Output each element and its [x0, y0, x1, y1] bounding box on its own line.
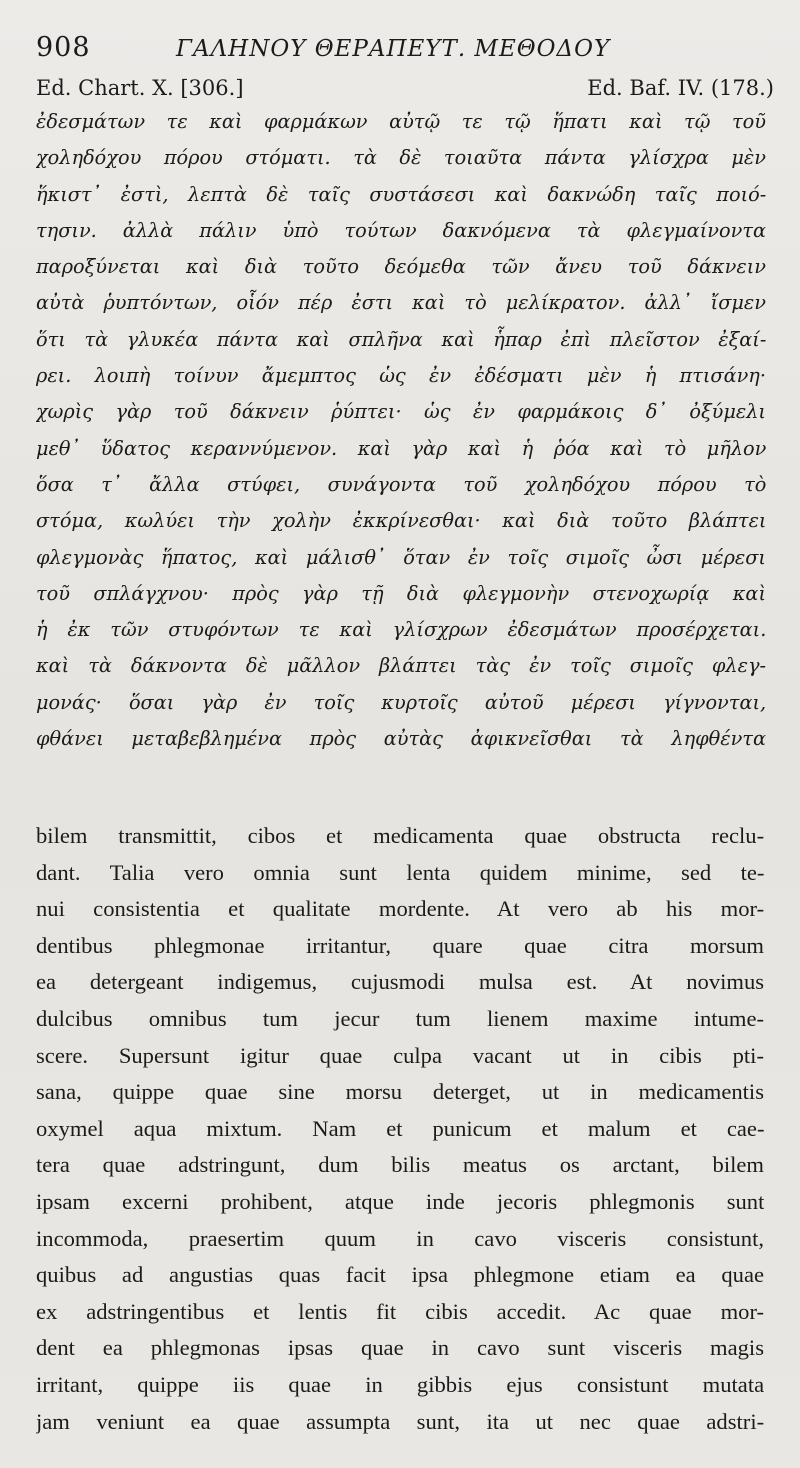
- greek-text-line: στόμα, κωλύει τὴν χολὴν ἐκκρίνεσθαι· καὶ διὰ τοῦτο βλάπτει: [36, 509, 766, 533]
- latin-text-line: nui consistentia et qualitate mordente. At vero ab his mor-: [36, 896, 764, 922]
- edition-references: [36, 76, 774, 106]
- latin-text-line: ea detergeant indigemus, cujusmodi mulsa est. At novimus: [36, 969, 764, 995]
- greek-text-line: τοῦ σπλάγχνου· πρὸς γὰρ τῇ διὰ φλεγμονὴν στενοχωρίᾳ καὶ: [36, 581, 766, 605]
- latin-text-line: dant. Talia vero omnia sunt lenta quidem minime, sed te-: [36, 859, 764, 885]
- greek-text-line: ρει. λοιπὴ τοίνυν ἄμεμπτος ὡς ἐν ἐδέσματι μὲν ἡ πτισάνη·: [36, 364, 766, 388]
- latin-text-block: [36, 818, 764, 1440]
- greek-text-line: παροξύνεται καὶ διὰ τοῦτο δεόμεθα τῶν ἄνευ τοῦ δάκνειν: [36, 255, 766, 279]
- latin-text-line: irritant, quippe iis quae in gibbis ejus consistunt mutata: [36, 1371, 764, 1397]
- greek-text-line: ἥκιστ᾽ ἐστὶ, λεπτὰ δὲ ταῖς συστάσεσι καὶ δακνώδη ταῖς ποιό-: [36, 182, 766, 206]
- greek-text-line: φθάνει μεταβεβλημένα πρὸς αὐτὰς ἀφικνεῖσθαι τὰ ληφθέντα: [36, 727, 766, 751]
- latin-text-line: scere. Supersunt igitur quae culpa vacant ut in cibis pti-: [36, 1042, 764, 1068]
- greek-text-line: μονάς· ὅσαι γὰρ ἐν τοῖς κυρτοῖς αὐτοῦ μέρεσι γίγνονται,: [36, 690, 766, 714]
- latin-text-line: tera quae adstringunt, dum bilis meatus os arctant, bilem: [36, 1152, 764, 1178]
- greek-text-line: χωρὶς γὰρ τοῦ δάκνειν ῥύπτει· ὡς ἐν φαρμάκοις δ᾽ ὀξύμελι: [36, 400, 766, 424]
- edition-chartier: Ed. Chart. X. [306.]: [36, 76, 244, 100]
- latin-text-line: dulcibus omnibus tum jecur tum lienem maxime intume-: [36, 1005, 764, 1031]
- latin-text-line: quibus ad angustias quas facit ipsa phlegmone etiam ea quae: [36, 1262, 764, 1288]
- page-header: [36, 32, 776, 66]
- page-number: 908: [36, 32, 91, 63]
- greek-text-line: τησιν. ἀλλὰ πάλιν ὑπὸ τούτων δακνόμενα τὰ φλεγμαίνοντα: [36, 218, 766, 242]
- greek-text-line: ὅσα τ᾽ ἄλλα στύφει, συνάγοντα τοῦ χοληδόχου πόρου τὸ: [36, 472, 766, 496]
- latin-text-line: oxymel aqua mixtum. Nam et punicum et malum et cae-: [36, 1115, 764, 1141]
- latin-text-line: dent ea phlegmonas ipsas quae in cavo sunt visceris magis: [36, 1335, 764, 1361]
- latin-text-line: ex adstringentibus et lentis fit cibis accedit. Ac quae mor-: [36, 1298, 764, 1324]
- greek-text-line: ἡ ἐκ τῶν στυφόντων τε καὶ γλίσχρων ἐδεσμάτων προσέρχεται.: [36, 618, 766, 642]
- greek-text-block: [36, 104, 766, 757]
- latin-text-line: sana, quippe quae sine morsu deterget, ut in medicamentis: [36, 1079, 764, 1105]
- running-title: ΓΑΛΗΝΟΥ ΘΕΡΑΠΕΥΤ. ΜΕΘΟΔΟΥ: [176, 36, 611, 62]
- greek-text-line: μεθ᾽ ὕδατος κεραννύμενον. καὶ γὰρ καὶ ἡ ῥόα καὶ τὸ μῆλον: [36, 436, 766, 460]
- greek-text-line: χοληδόχου πόρου στόματι. τὰ δὲ τοιαῦτα πάντα γλίσχρα μὲν: [36, 146, 766, 170]
- latin-text-line: jam veniunt ea quae assumpta sunt, ita ut nec quae adstri-: [36, 1408, 764, 1434]
- latin-text-line: incommoda, praesertim quum in cavo visceris consistunt,: [36, 1225, 764, 1251]
- latin-text-line: dentibus phlegmonae irritantur, quare quae citra morsum: [36, 932, 764, 958]
- greek-text-line: καὶ τὰ δάκνοντα δὲ μᾶλλον βλάπτει τὰς ἐν τοῖς σιμοῖς φλεγ-: [36, 654, 766, 678]
- latin-text-line: ipsam excerni prohibent, atque inde jecoris phlegmonis sunt: [36, 1188, 764, 1214]
- greek-text-line: ἐδεσμάτων τε καὶ φαρμάκων αὐτῷ τε τῷ ἥπατι καὶ τῷ τοῦ: [36, 110, 766, 133]
- greek-text-line: φλεγμονὰς ἥπατος, καὶ μάλισθ᾽ ὅταν ἐν τοῖς σιμοῖς ὦσι μέρεσι: [36, 545, 766, 569]
- greek-text-line: αὐτὰ ῥυπτόντων, οἷόν πέρ ἐστι καὶ τὸ μελίκρατον. ἀλλ᾽ ἴσμεν: [36, 291, 766, 315]
- latin-text-line: bilem transmittit, cibos et medicamenta quae obstructa reclu-: [36, 823, 764, 848]
- edition-basel: Ed. Baf. IV. (178.): [587, 76, 774, 100]
- greek-text-line: ὅτι τὰ γλυκέα πάντα καὶ σπλῆνα καὶ ἧπαρ ἐπὶ πλεῖστον ἐξαί-: [36, 327, 766, 351]
